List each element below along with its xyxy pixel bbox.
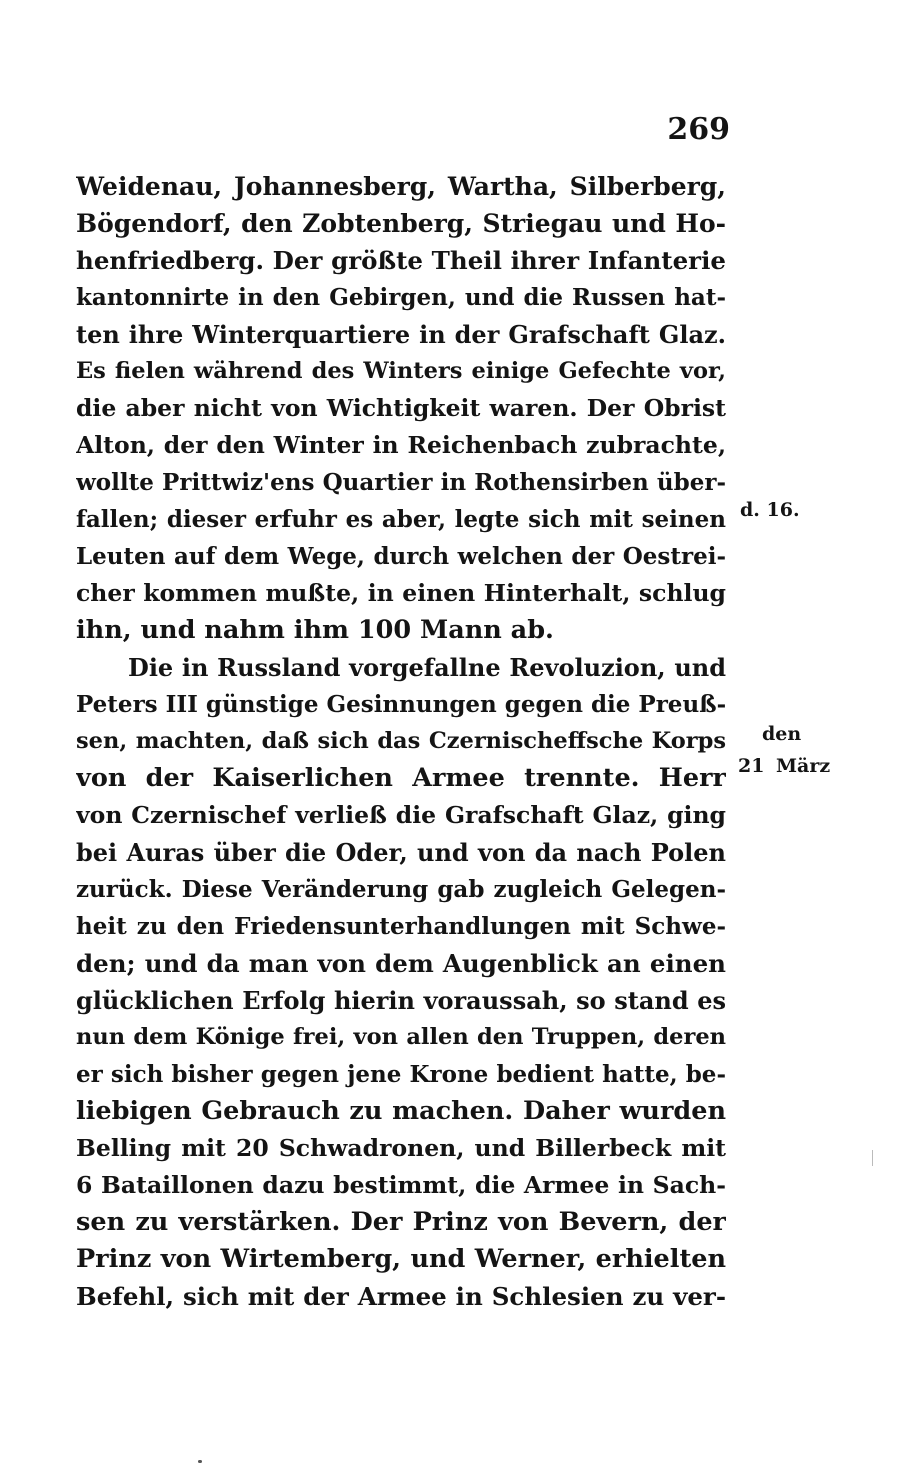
text-line: bei Auras über die Oder, und von da nach Polen <box>76 838 726 867</box>
text-line: die aber nicht von Wichtigkeit waren. Der Obrist <box>76 394 726 422</box>
text-line: 6 Bataillonen dazu bestimmt, die Armee in Sach- <box>76 1171 726 1199</box>
text-line: cher kommen mußte, in einen Hinterhalt, schlug <box>76 579 726 607</box>
text-line: fallen; dieser erfuhr es aber, legte sich mit seinen <box>76 506 726 533</box>
paragraph-2 <box>76 649 726 1315</box>
text-line: sen zu verstärken. Der Prinz von Bevern, der <box>76 1207 726 1237</box>
text-line: den; und da man von dem Augenblick an einen <box>76 949 726 978</box>
text-line: liebigen Gebrauch zu machen. Daher wurden <box>76 1096 726 1126</box>
text-line: nun dem Könige frei, von allen den Truppen, deren <box>76 1024 726 1050</box>
text-line: henfriedberg. Der größte Theil ihrer Infanterie <box>76 246 726 275</box>
text-line: heit zu den Friedensunterhandlungen mit Schwe- <box>76 913 726 940</box>
text-line: ten ihre Winterquartiere in der Grafschaft Glaz. <box>76 320 726 349</box>
paragraph-1 <box>76 168 726 649</box>
text-line: Befehl, sich mit der Armee in Schlesien zu ver- <box>76 1282 726 1311</box>
text-line: Prinz von Wirtemberg, und Werner, erhielten <box>76 1244 726 1274</box>
margin-note-month: März <box>776 755 831 777</box>
text-line: glücklichen Erfolg hierin voraussah, so stand es <box>76 986 726 1015</box>
text-line: Die in Russland vorgefallne Revoluzion, und <box>128 653 726 682</box>
text-line: Alton, der den Winter in Reichenbach zubrachte, <box>76 431 726 459</box>
margin-note-date: d. 16. <box>740 499 800 521</box>
text-line: Leuten auf dem Wege, durch welchen der Oestrei- <box>76 543 726 570</box>
text-line: von der Kaiserlichen Armee trennte. Herr <box>76 763 726 793</box>
text-line: er sich bisher gegen jene Krone bedient hatte, be- <box>76 1061 726 1088</box>
text-line: Peters III günstige Gesinnungen gegen die Preuß- <box>76 691 726 718</box>
text-line: Es fielen während des Winters einige Gefechte vor, <box>76 358 726 384</box>
text-line: zurück. Diese Veränderung gab zugleich Gelegen- <box>76 876 726 903</box>
text-line: Weidenau, Johannesberg, Wartha, Silberberg, <box>76 172 726 201</box>
body-text <box>76 168 726 1315</box>
text-line: sen, machten, daß sich das Czernischeffsche Korps <box>76 728 726 754</box>
text-line: wollte Prittwiz'ens Quartier in Rothensirben über- <box>76 469 726 496</box>
text-line: Bögendorf, den Zobtenberg, Striegau und Ho- <box>76 209 726 238</box>
page-number: 269 <box>667 112 730 147</box>
text-line: Belling mit 20 Schwadronen, und Billerbeck mit <box>76 1134 726 1162</box>
text-line: von Czernischef verließ die Grafschaft Glaz, ging <box>76 801 726 829</box>
margin-note-den: den <box>762 723 802 745</box>
margin-note-day: 21 <box>738 755 765 777</box>
text-line: ihn, und nahm ihm 100 Mann ab. <box>76 615 554 645</box>
paper-speck <box>872 1150 873 1166</box>
paper-speck <box>198 1460 202 1463</box>
text-line: kantonnirte in den Gebirgen, und die Russen hat- <box>76 284 726 311</box>
